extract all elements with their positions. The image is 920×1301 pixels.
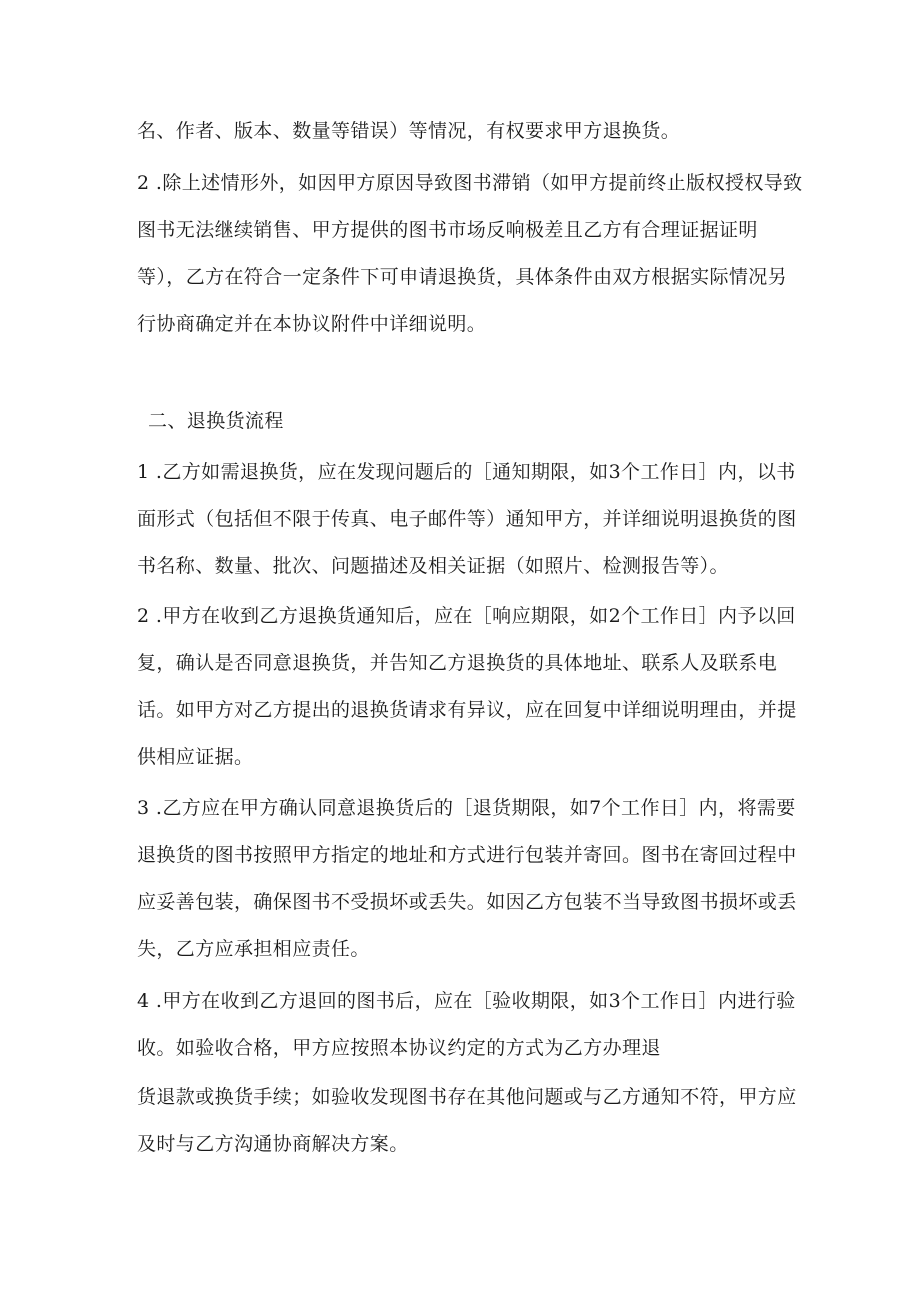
paragraph-line: 4 .甲方在收到乙方退回的图书后，应在［验收期限，如3个工作日］内进行验 — [137, 990, 796, 1012]
paragraph-line: 3 .乙方应在甲方确认同意退换货后的［退货期限，如7个工作日］内，将需要 — [137, 797, 796, 819]
paragraph-line: 收。如验收合格，甲方应按照本协议约定的方式为乙方办理退 — [137, 1037, 661, 1059]
paragraph-line: 退换货的图书按照甲方指定的地址和方式进行包装并寄回。图书在寄回过程中 — [137, 844, 797, 866]
section-heading: 二、退换货流程 — [148, 410, 284, 432]
paragraph-line: 货退款或换货手续；如验收发现图书存在其他问题或与乙方通知不符，甲方应 — [137, 1086, 797, 1108]
paragraph-line: 应妥善包装，确保图书不受损坏或丢失。如因乙方包装不当导致图书损坏或丢 — [137, 891, 797, 913]
paragraph-line: 图书无法继续销售、甲方提供的图书市场反响极差且乙方有合理证据证明 — [137, 219, 758, 241]
paragraph-line: 行协商确定并在本协议附件中详细说明。 — [137, 313, 487, 335]
paragraph-line: 等），乙方在符合一定条件下可申请退换货，具体条件由双方根据实际情况另 — [137, 266, 788, 288]
paragraph-line: 及时与乙方沟通协商解决方案。 — [137, 1133, 409, 1155]
paragraph-line: 2 .甲方在收到乙方退换货通知后，应在［响应期限，如2个工作日］内予以回 — [137, 605, 796, 627]
paragraph-line: 面形式（包括但不限于传真、电子邮件等）通知甲方，并详细说明退换货的图 — [137, 508, 797, 530]
paragraph-line: 1 .乙方如需退换货，应在发现问题后的［通知期限，如3个工作日］内，以书 — [137, 461, 796, 483]
paragraph-line: 供相应证据。 — [137, 746, 254, 768]
paragraph-line: 失，乙方应承担相应责任。 — [137, 938, 370, 960]
paragraph-line: 话。如甲方对乙方提出的退换货请求有异议，应在回复中详细说明理由，并提 — [137, 699, 797, 721]
paragraph-line: 复，确认是否同意退换货，并告知乙方退换货的具体地址、联系人及联系电 — [137, 652, 778, 674]
paragraph-line: 2 .除上述情形外，如因甲方原因导致图书滞销（如甲方提前终止版权授权导致 — [137, 172, 803, 194]
paragraph-line: 名、作者、版本、数量等错误）等情况，有权要求甲方退换货。 — [137, 120, 681, 142]
paragraph-line: 书名称、数量、批次、问题描述及相关证据（如照片、检测报告等）。 — [137, 555, 729, 577]
